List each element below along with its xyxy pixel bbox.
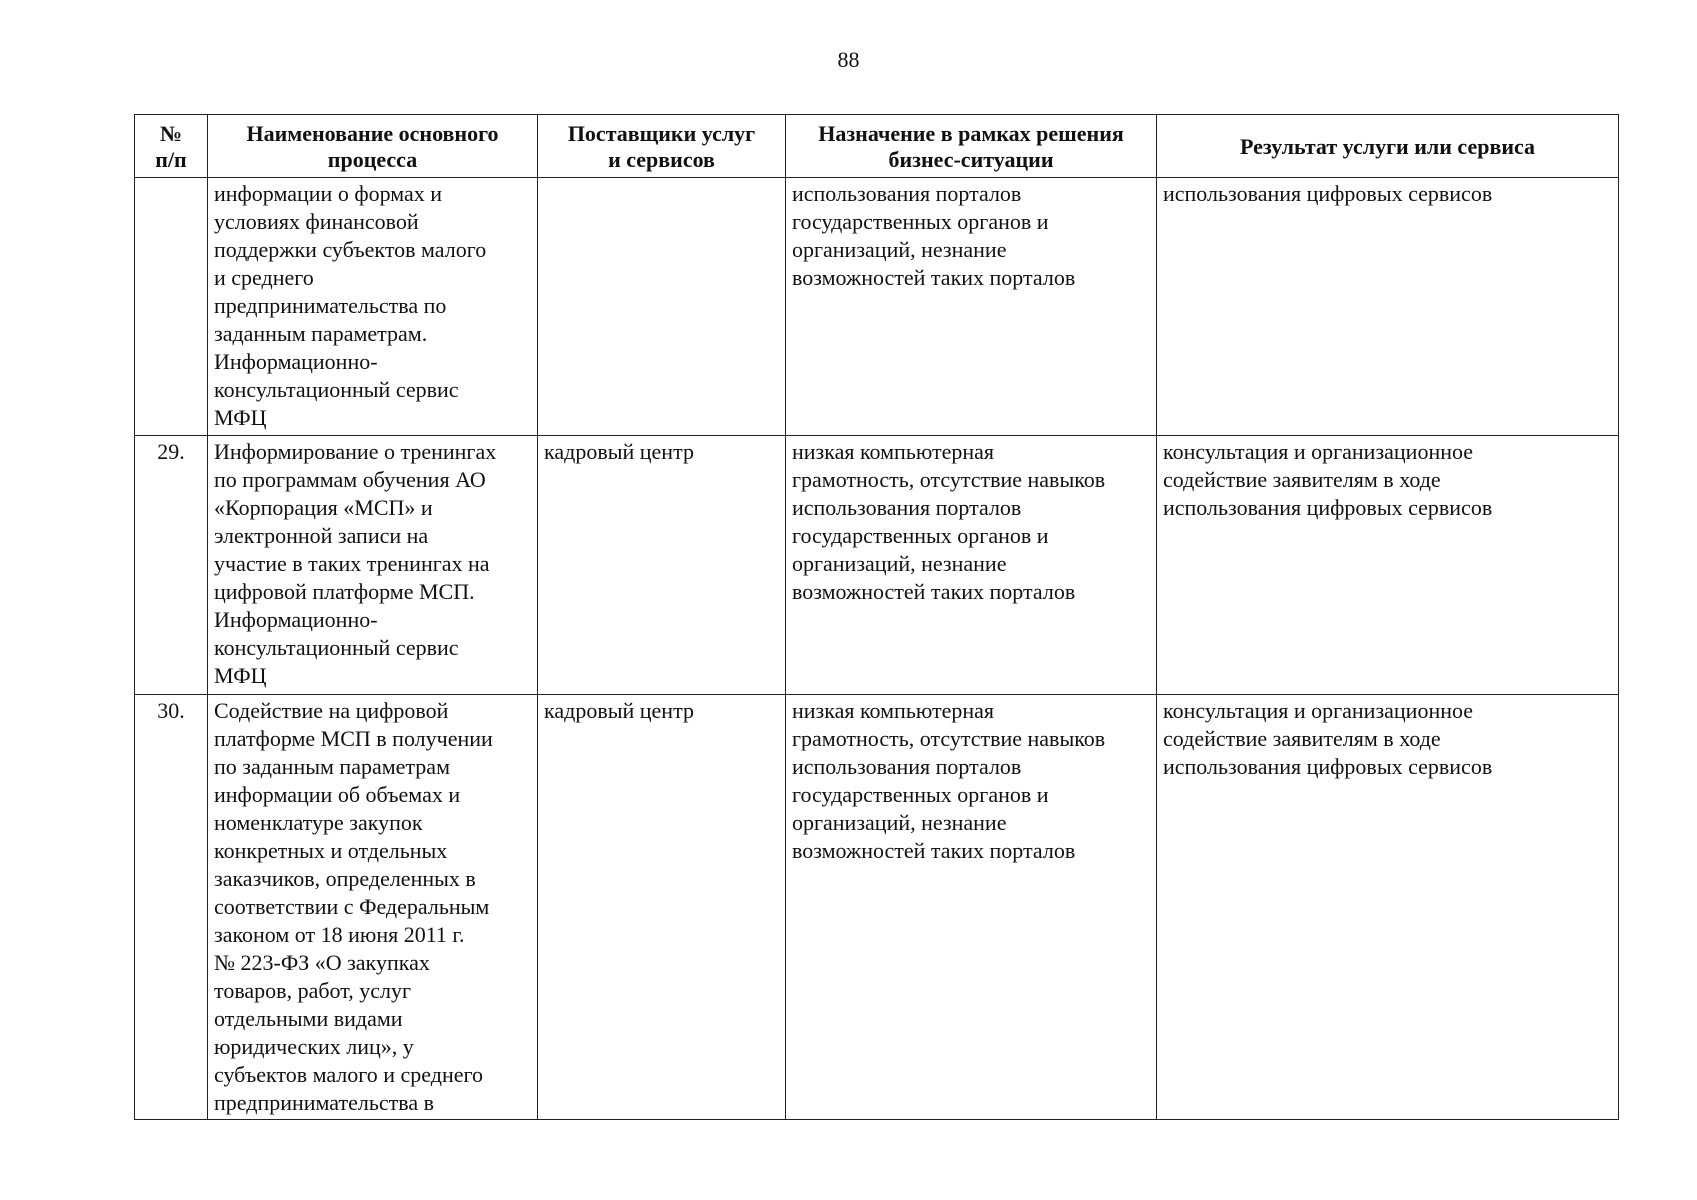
table-row bbox=[135, 436, 1619, 695]
services-table bbox=[134, 114, 1619, 1120]
cell-line: МФЦ bbox=[214, 663, 267, 688]
cell-line: возможностей таких порталов bbox=[792, 265, 1076, 290]
process-name-cell bbox=[208, 178, 538, 436]
header-line: Наименование основного bbox=[246, 121, 499, 146]
cell-line: государственных органов и bbox=[792, 782, 1049, 807]
provider-cell bbox=[538, 436, 786, 695]
cell-line: «Корпорация «МСП» и bbox=[214, 495, 433, 520]
header-line: Поставщики услуг bbox=[567, 121, 756, 146]
cell-line: грамотность, отсутствие навыков bbox=[792, 726, 1106, 751]
cell-line: № 223-ФЗ «О закупках bbox=[214, 950, 430, 975]
header-line: Результат услуги или сервиса bbox=[1239, 134, 1536, 159]
cell-line: номенклатуре закупок bbox=[214, 810, 423, 835]
header-line: п/п bbox=[155, 147, 187, 172]
cell-line: грамотность, отсутствие навыков bbox=[792, 467, 1106, 492]
header-number bbox=[135, 115, 208, 178]
cell-line: участие в таких тренингах на bbox=[214, 551, 490, 576]
cell-line: возможностей таких порталов bbox=[792, 579, 1076, 604]
cell-line: использования порталов bbox=[792, 181, 1022, 206]
header-purpose bbox=[786, 115, 1157, 178]
cell-line: юридических лиц», у bbox=[214, 1034, 414, 1059]
cell-line: консультационный сервис bbox=[214, 377, 459, 402]
cell-line: предпринимательства в bbox=[214, 1090, 435, 1115]
cell-line: условиях финансовой bbox=[214, 209, 419, 234]
cell-line: конкретных и отдельных bbox=[214, 838, 448, 863]
cell-line: консультация и организационное bbox=[1163, 439, 1474, 464]
result-cell bbox=[1157, 178, 1619, 436]
cell-line: организаций, незнание bbox=[792, 810, 1007, 835]
cell-line: соответствии с Федеральным bbox=[214, 894, 490, 919]
header-line: № bbox=[159, 121, 183, 146]
cell-line: государственных органов и bbox=[792, 523, 1049, 548]
cell-line: по заданным параметрам bbox=[214, 754, 450, 779]
cell-line: информации об объемах и bbox=[214, 782, 461, 807]
cell-line: кадровый центр bbox=[544, 698, 694, 723]
cell-line: поддержки субъектов малого bbox=[214, 237, 487, 262]
table-header-row bbox=[135, 115, 1619, 178]
cell-line: законом от 18 июня 2011 г. bbox=[214, 922, 465, 947]
cell-line: заказчиков, определенных в bbox=[214, 866, 476, 891]
header-result bbox=[1157, 115, 1619, 178]
result-cell bbox=[1157, 436, 1619, 695]
cell-line: использования цифровых сервисов bbox=[1163, 495, 1493, 520]
page-number: 88 bbox=[837, 47, 860, 72]
cell-line: цифровой платформе МСП. bbox=[214, 579, 475, 604]
purpose-cell bbox=[786, 178, 1157, 436]
cell-line: консультационный сервис bbox=[214, 635, 459, 660]
cell-line: использования цифровых сервисов bbox=[1163, 754, 1493, 779]
cell-line: платформе МСП в получении bbox=[214, 726, 493, 751]
cell-line: и среднего bbox=[214, 265, 314, 290]
cell-line: товаров, работ, услуг bbox=[214, 978, 411, 1003]
cell-line: субъектов малого и среднего bbox=[214, 1062, 483, 1087]
provider-cell bbox=[538, 178, 786, 436]
cell-line: государственных органов и bbox=[792, 209, 1049, 234]
cell-line: Содействие на цифровой bbox=[214, 698, 449, 723]
table-row bbox=[135, 695, 1619, 1120]
purpose-cell bbox=[786, 436, 1157, 695]
cell-line: по программам обучения АО bbox=[214, 467, 486, 492]
cell-line: отдельными видами bbox=[214, 1006, 403, 1031]
cell-line: организаций, незнание bbox=[792, 237, 1007, 262]
cell-line: низкая компьютерная bbox=[792, 698, 995, 723]
cell-line: использования порталов bbox=[792, 754, 1022, 779]
table-row bbox=[135, 178, 1619, 436]
header-process-name bbox=[208, 115, 538, 178]
cell-line: использования цифровых сервисов bbox=[1163, 181, 1493, 206]
header-providers bbox=[538, 115, 786, 178]
row-number-cell bbox=[135, 436, 208, 695]
cell-line: использования порталов bbox=[792, 495, 1022, 520]
cell-line: информации о формах и bbox=[214, 181, 443, 206]
cell-line: Информирование о тренингах bbox=[214, 439, 497, 464]
cell-line: Информационно- bbox=[214, 607, 378, 632]
cell-line: содействие заявителям в ходе bbox=[1163, 467, 1441, 492]
header-line: процесса bbox=[327, 147, 418, 172]
cell-line: заданным параметрам. bbox=[214, 321, 428, 346]
provider-cell bbox=[538, 695, 786, 1120]
cell-line: низкая компьютерная bbox=[792, 439, 995, 464]
purpose-cell bbox=[786, 695, 1157, 1120]
row-number-cell bbox=[135, 178, 208, 436]
cell-line: консультация и организационное bbox=[1163, 698, 1474, 723]
cell-line: электронной записи на bbox=[214, 523, 429, 548]
cell-line: МФЦ bbox=[214, 405, 267, 430]
header-line: и сервисов bbox=[608, 147, 715, 172]
header-line: Назначение в рамках решения bbox=[818, 121, 1124, 146]
row-number: 30. bbox=[157, 698, 185, 723]
cell-line: предпринимательства по bbox=[214, 293, 447, 318]
row-number: 29. bbox=[157, 439, 185, 464]
cell-line: организаций, незнание bbox=[792, 551, 1007, 576]
process-name-cell bbox=[208, 436, 538, 695]
process-name-cell bbox=[208, 695, 538, 1120]
header-line: бизнес-ситуации bbox=[888, 147, 1054, 172]
row-number-cell bbox=[135, 695, 208, 1120]
cell-line: содействие заявителям в ходе bbox=[1163, 726, 1441, 751]
cell-line: Информационно- bbox=[214, 349, 378, 374]
cell-line: кадровый центр bbox=[544, 439, 694, 464]
result-cell bbox=[1157, 695, 1619, 1120]
cell-line: возможностей таких порталов bbox=[792, 838, 1076, 863]
